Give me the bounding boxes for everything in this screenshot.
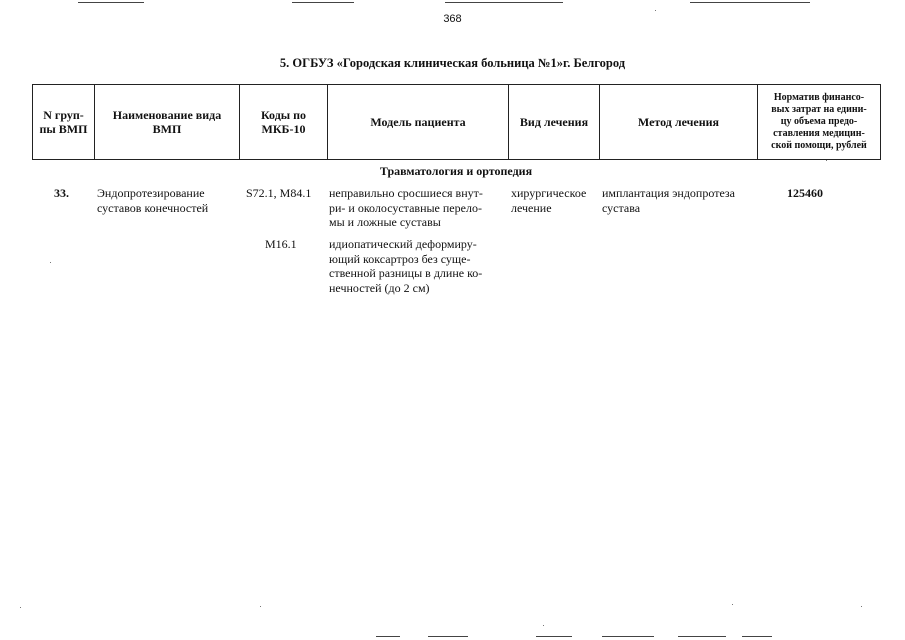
row-patient-model-1: неправильно сросшиеся внут- ри- и околосуставные перело- мы и ложные суставы [329, 186, 483, 229]
scan-edge-line-top [690, 2, 810, 3]
row-treatment-method: имплантация эндопротеза сустава [602, 186, 735, 215]
row-treatment-type: хирургическое лечение [511, 186, 587, 215]
scan-speck [732, 604, 733, 605]
scan-edge-line-top [78, 2, 144, 3]
row-vmp-name: Эндопротезирование суставов конечностей [97, 186, 209, 215]
row-cost: 125460 [787, 186, 823, 200]
page-number: 368 [443, 13, 462, 25]
header-group-number: N груп- пы ВМП [33, 85, 95, 160]
scan-speck [50, 262, 51, 263]
section-heading: Травматология и ортопедия [379, 164, 533, 178]
scan-edge-line-bottom [536, 636, 572, 637]
row-group-number: 33. [54, 186, 69, 200]
scan-speck [826, 160, 827, 161]
header-row [33, 85, 881, 160]
scan-edge-line-bottom [376, 636, 400, 637]
scan-edge-line-bottom [742, 636, 772, 637]
scan-edge-line-top [292, 2, 354, 3]
scan-edge-line-top [445, 2, 563, 3]
header-treatment-method: Метод лечения [600, 85, 758, 160]
header-cost-norm: Норматив финансо- вых затрат на едини- цу объема предо- ставления медицин- ской помощи, рублей [758, 85, 881, 160]
document-title: 5. ОГБУЗ «Городская клиническая больница №1»г. Белгород [279, 56, 626, 70]
table-header [32, 84, 881, 160]
row-icd-codes-1: S72.1, M84.1 [246, 186, 312, 200]
scan-speck [655, 10, 656, 11]
header-icd-codes: Коды по МКБ-10 [240, 85, 328, 160]
header-vmp-name: Наименование вида ВМП [95, 85, 240, 160]
header-treatment-type: Вид лечения [509, 85, 600, 160]
scan-edge-line-bottom [678, 636, 726, 637]
scan-edge-line-bottom [428, 636, 468, 637]
row-icd-codes-2: M16.1 [265, 237, 297, 251]
row-patient-model-2: идиопатический деформиру- ющий коксартроз без суще- ственной разницы в длине ко- нечностей (до 2 см) [329, 237, 483, 295]
scan-speck [861, 606, 862, 607]
scan-speck [543, 625, 544, 626]
scan-speck [260, 606, 261, 607]
scan-edge-line-bottom [602, 636, 654, 637]
header-patient-model: Модель пациента [328, 85, 509, 160]
scan-speck [20, 607, 21, 608]
